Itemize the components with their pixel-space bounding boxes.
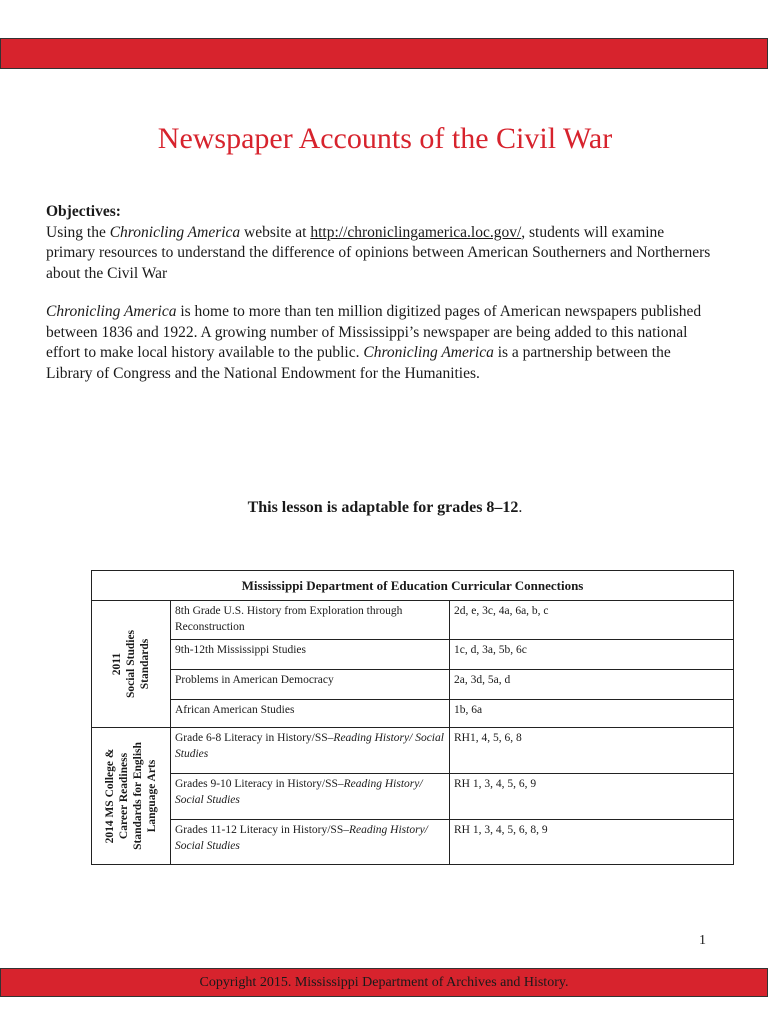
standard-code-cell: 2a, 3d, 5a, d [450,670,734,700]
course-cell: 8th Grade U.S. History from Exploration through Reconstruction [171,601,450,640]
course-cell [171,728,450,774]
course-text-italic: Reading History/ Social Studies [175,778,423,806]
course-text-italic: Reading History/ Social Studies [175,732,444,760]
objectives-text-end: , students will examine primary resources to understand the difference of opinions between American Southerners and Northerners about the Civil War [46,223,711,282]
group-label-line: 2011 [111,652,123,676]
table-row [92,640,734,670]
table-row [92,670,734,700]
course-cell [171,820,450,865]
group-label-line: Standards for English [132,742,144,850]
objectives-heading: Objectives: [46,203,121,220]
group-label-line: Social Studies [125,629,137,699]
table-row [92,774,734,820]
standard-code-cell: RH 1, 3, 4, 5, 6, 9 [450,774,734,820]
chronicling-america-link[interactable]: http://chroniclingamerica.loc.gov/ [310,223,522,241]
standard-code-cell: 1b, 6a [450,700,734,728]
table-header-row [92,571,734,601]
course-text: Grades 11-12 Literacy in History/SS– [175,824,349,836]
course-cell: 9th-12th Mississippi Studies [171,640,450,670]
group-label-line: Career Readiness [118,752,130,840]
table-row [92,728,734,774]
table-header: Mississippi Department of Education Curricular Connections [92,571,734,601]
about-site-name-1: Chronicling America [46,303,177,320]
course-cell: African American Studies [171,700,450,728]
objectives-text-start: Using the [46,223,110,241]
course-cell: Problems in American Democracy [171,670,450,700]
group-label-line: Language Arts [146,759,158,833]
table-row [92,601,734,640]
standard-code-cell: RH1, 4, 5, 6, 8 [450,728,734,774]
table-row [92,700,734,728]
footer-banner [0,968,768,997]
course-text: Grades 9-10 Literacy in History/SS– [175,778,344,790]
grades-period: . [518,499,523,516]
group-label-social-studies [92,601,171,728]
about-site-name-2: Chronicling America [363,344,494,361]
standard-code-cell: RH 1, 3, 4, 5, 6, 8, 9 [450,820,734,865]
site-name: Chronicling America [109,223,241,241]
group-label-line: Standards [139,638,151,690]
top-banner [0,38,768,69]
curricular-connections-table [91,570,734,865]
about-text-2: is a partnership between the Library of Congress and the National Endowment for the Humanities. [46,344,671,382]
standard-code-cell: 2d, e, 3c, 4a, 6a, b, c [450,601,734,640]
course-text: Grade 6-8 Literacy in History/SS– [175,732,334,744]
page-number: 1 [699,933,706,948]
page-title: Newspaper Accounts of the Civil War [157,122,613,155]
about-text-1: is home to more than ten million digitized pages of American newspapers published between 1836 and 1922. A growing number of Mississippi’s newspaper are being added to this national effort to make local history available to the public. [46,303,702,361]
course-text-italic: Reading History/ Social Studies [175,824,428,852]
grades-note [0,499,770,517]
course-cell [171,774,450,820]
group-label-line: 2014 MS College & [104,748,116,844]
objectives-text-mid: website at [240,223,311,241]
objectives-section [46,202,716,284]
table-row [92,820,734,865]
grades-text: This lesson is adaptable for grades 8–12 [247,499,519,516]
copyright-text: Copyright 2015. Mississippi Department of Archives and History. [199,975,569,990]
about-paragraph [46,302,716,384]
standard-code-cell: 1c, d, 3a, 5b, 6c [450,640,734,670]
group-label-ela [92,728,171,865]
